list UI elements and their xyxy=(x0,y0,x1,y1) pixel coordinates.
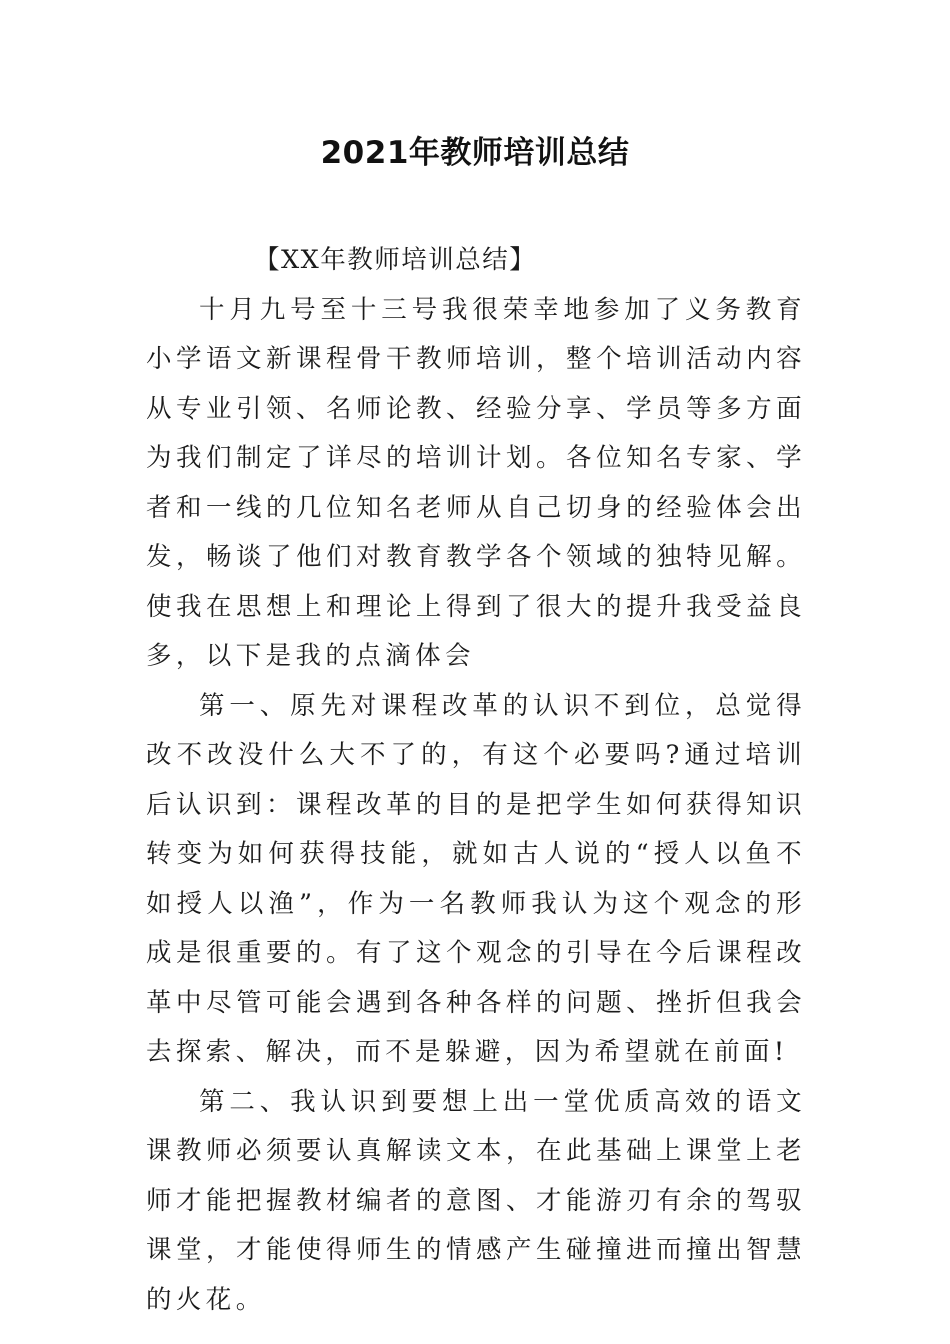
paragraph-1: 十月九号至十三号我很荣幸地参加了义务教育小学语文新课程骨干教师培训，整个培训活动内容从专业引领、名师论教、经验分享、学员等多方面为我们制定了详尽的培训计划。各位知名专家、学者和一线的几位知名老师从自己切身的经验体会出发，畅谈了他们对教育教学各个领域的独特见解。使我在思想上和理论上得到了很大的提升我受益良多，以下是我的点滴体会 xyxy=(146,294,806,671)
document-body xyxy=(146,236,806,1325)
paragraph-3: 第二、我认识到要想上出一堂优质高效的语文课教师必须要认真解读文本，在此基础上课堂上老师才能把握教材编者的意图、才能游刃有余的驾驭课堂，才能使得师生的情感产生碰撞进而撞出智慧的火花。 xyxy=(146,1086,806,1315)
document-title: 2021年教师培训总结 xyxy=(320,135,630,171)
paragraph-2: 第一、原先对课程改革的认识不到位，总觉得改不改没什么大不了的，有这个必要吗?通过培训后认识到：课程改革的目的是把学生如何获得知识转变为如何获得技能，就如古人说的“授人以鱼不如授人以渔”，作为一名教师我认为这个观念的形成是很重要的。有了这个观念的引导在今后课程改革中尽管可能会遇到各种各样的问题、挫折但我会去探索、解决，而不是躲避，因为希望就在前面! xyxy=(146,690,806,1067)
document-subtitle: 【XX年教师培训总结】 xyxy=(254,245,537,275)
